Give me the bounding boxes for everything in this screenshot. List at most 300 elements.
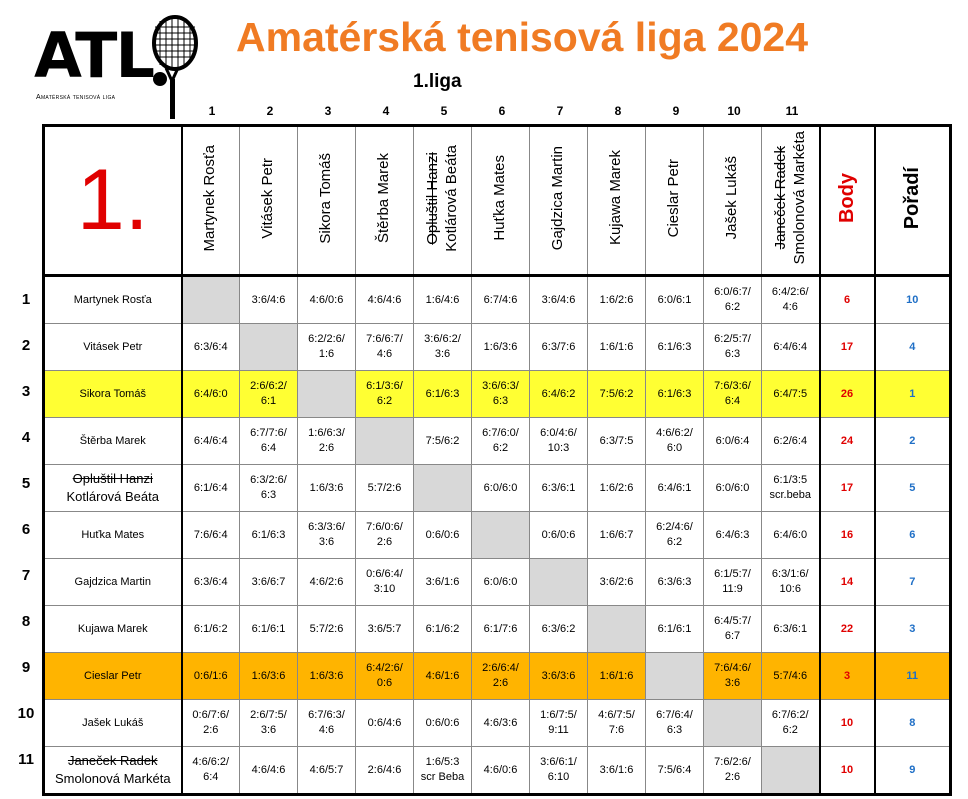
score-line: 6:7/7:6/ bbox=[250, 427, 287, 440]
score-cell bbox=[530, 418, 588, 465]
score-cell bbox=[704, 418, 762, 465]
rank-header bbox=[875, 126, 951, 276]
score-cell bbox=[762, 324, 820, 371]
player-name-cell bbox=[44, 276, 182, 324]
score-cell bbox=[588, 276, 646, 324]
score-line: 6:4/5:7/ bbox=[714, 615, 751, 628]
player-name: Jašek Lukáš bbox=[723, 156, 741, 240]
score-line: 6:1/6:3 bbox=[657, 387, 692, 400]
score-cell bbox=[356, 700, 414, 747]
score-cell bbox=[182, 418, 240, 465]
score-line: 7:6 bbox=[608, 724, 625, 736]
player-name-cell bbox=[44, 465, 182, 512]
score-cell bbox=[298, 465, 356, 512]
score-cell bbox=[356, 371, 414, 418]
score-cell bbox=[762, 700, 820, 747]
score-line: 1:6/1:6 bbox=[599, 340, 634, 353]
score-line: 3:6/1:6 bbox=[425, 575, 460, 588]
score-line: 6:3/6:2 bbox=[541, 622, 576, 635]
score-line: 6:4/2:6/ bbox=[366, 662, 403, 675]
column-header-label bbox=[317, 153, 336, 244]
column-header-label bbox=[375, 153, 394, 243]
score-line: 6:3/7:6 bbox=[541, 340, 576, 353]
player-name: Cieslar Petr bbox=[665, 158, 683, 238]
score-line: 1:6 bbox=[318, 348, 335, 360]
score-line: 6:4/6:4 bbox=[773, 340, 808, 353]
row-number: 2 bbox=[21, 337, 31, 354]
score-cell bbox=[704, 324, 762, 371]
points-cell: 10 bbox=[820, 700, 875, 747]
score-line: 3:6/6:1/ bbox=[540, 756, 577, 769]
body-label: Body bbox=[835, 173, 858, 223]
score-line: 3:6/1:6 bbox=[599, 763, 634, 776]
score-line: 6:3 bbox=[666, 724, 683, 736]
score-cell bbox=[414, 276, 472, 324]
score-cell bbox=[182, 747, 240, 795]
score-cell bbox=[762, 653, 820, 700]
score-line: 6:4/6:0 bbox=[773, 528, 808, 541]
score-line: 6:2/6:4 bbox=[773, 434, 808, 447]
rank-cell: 2 bbox=[875, 418, 951, 465]
score-line: 5:7/2:6 bbox=[309, 622, 344, 635]
score-cell bbox=[588, 653, 646, 700]
column-header bbox=[298, 126, 356, 276]
player-name: Štěrba Marek bbox=[79, 434, 146, 447]
score-cell bbox=[646, 276, 704, 324]
struck-name: Janeček Radek bbox=[771, 146, 789, 250]
score-line: 6:1/6:1 bbox=[657, 622, 692, 635]
struck-name: Opluštil Hanzi bbox=[72, 471, 153, 487]
score-line: 6:3 bbox=[260, 489, 277, 501]
score-line: 6:4/2:6/ bbox=[771, 286, 809, 299]
score-cell bbox=[240, 276, 298, 324]
score-cell bbox=[182, 371, 240, 418]
column-header-label bbox=[723, 156, 742, 239]
score-line: 3:6/6:3/ bbox=[482, 380, 519, 393]
score-line: 6:2 bbox=[724, 301, 741, 313]
score-cell bbox=[356, 559, 414, 606]
score-line: 6:1/7:6 bbox=[483, 622, 518, 635]
table-row bbox=[44, 465, 951, 512]
score-line: 5:7/4:6 bbox=[773, 669, 808, 682]
column-number: 8 bbox=[614, 104, 622, 118]
score-cell bbox=[588, 559, 646, 606]
score-line: 6:3/3:6/ bbox=[308, 521, 345, 534]
player-name: Smolonová Markéta bbox=[54, 771, 171, 786]
score-line: 6:1/6:3 bbox=[425, 387, 460, 400]
score-line: 6:3/7:5 bbox=[599, 434, 634, 447]
score-line: 6:7/6:4/ bbox=[656, 709, 693, 722]
score-cell bbox=[762, 371, 820, 418]
table-row bbox=[44, 653, 951, 700]
score-line: 0:6/4:6 bbox=[367, 716, 402, 729]
table-row bbox=[44, 606, 951, 653]
score-line: 0:6/0:6 bbox=[425, 528, 460, 541]
score-line: 5:7/2:6 bbox=[367, 481, 402, 494]
column-number: 3 bbox=[324, 104, 332, 118]
column-number: 5 bbox=[440, 104, 448, 118]
score-cell bbox=[298, 700, 356, 747]
score-cell bbox=[530, 653, 588, 700]
score-cell bbox=[472, 465, 530, 512]
score-cell bbox=[472, 371, 530, 418]
score-line: 6:4/6:4 bbox=[193, 434, 228, 447]
score-cell bbox=[646, 512, 704, 559]
rank-cell: 8 bbox=[875, 700, 951, 747]
score-line: 6:2/5:7/ bbox=[714, 333, 751, 346]
score-cell bbox=[472, 747, 530, 795]
score-cell bbox=[530, 465, 588, 512]
score-cell bbox=[414, 512, 472, 559]
score-line: scr.beba bbox=[769, 489, 812, 501]
column-header bbox=[182, 126, 240, 276]
score-line: 6:2 bbox=[492, 442, 509, 454]
diagonal-cell bbox=[356, 418, 414, 465]
score-cell bbox=[530, 700, 588, 747]
diagonal-cell bbox=[240, 324, 298, 371]
struck-name: Opluštil Hanzi bbox=[423, 151, 441, 245]
score-line: 4:6/4:6 bbox=[367, 293, 402, 306]
score-line: 1:6/3:6 bbox=[251, 669, 286, 682]
player-name-cell bbox=[44, 606, 182, 653]
score-line: 6:1/6:3 bbox=[657, 340, 692, 353]
row-number: 1 bbox=[21, 291, 31, 308]
score-line: 2:6 bbox=[376, 536, 393, 548]
score-line: 6:1 bbox=[260, 395, 277, 407]
score-line: 1:6/6:3/ bbox=[308, 427, 345, 440]
score-cell bbox=[182, 653, 240, 700]
player-name-cell bbox=[44, 747, 182, 795]
score-line: 10:6 bbox=[779, 583, 801, 595]
score-line: 7:6/6:7/ bbox=[366, 333, 403, 346]
player-name: Jašek Lukáš bbox=[82, 716, 144, 729]
rank-cell: 1 bbox=[875, 371, 951, 418]
score-line: 7:6/0:6/ bbox=[366, 521, 403, 534]
column-header bbox=[704, 126, 762, 276]
score-line: 6:3/1:6/ bbox=[771, 568, 809, 581]
score-line: 6:4/7:5 bbox=[773, 387, 808, 400]
rank-cell: 6 bbox=[875, 512, 951, 559]
column-header-label bbox=[201, 145, 220, 252]
score-cell bbox=[298, 418, 356, 465]
rank-cell: 4 bbox=[875, 324, 951, 371]
score-line: 4:6/5:7 bbox=[309, 763, 344, 776]
score-line: 2:6 bbox=[318, 442, 335, 454]
score-cell bbox=[530, 276, 588, 324]
player-name: Kujawa Marek bbox=[77, 622, 148, 635]
diagonal-cell bbox=[530, 559, 588, 606]
score-cell bbox=[182, 559, 240, 606]
score-line: 2:6 bbox=[203, 724, 219, 736]
score-line: 6:4/6:3 bbox=[715, 528, 750, 541]
score-line: 3:6 bbox=[260, 724, 277, 736]
score-cell bbox=[414, 324, 472, 371]
score-line: 6:2/4:6/ bbox=[656, 521, 693, 534]
score-cell bbox=[704, 559, 762, 606]
score-line: 3:6 bbox=[318, 536, 335, 548]
score-cell bbox=[646, 559, 704, 606]
score-line: 3:10 bbox=[373, 583, 396, 595]
player-name: Huťka Mates bbox=[81, 528, 145, 541]
score-cell bbox=[530, 747, 588, 795]
league-number: 1. bbox=[76, 152, 149, 248]
diagonal-cell bbox=[414, 465, 472, 512]
score-cell bbox=[588, 465, 646, 512]
points-cell: 26 bbox=[820, 371, 875, 418]
points-cell: 17 bbox=[820, 465, 875, 512]
score-line: 0:6/0:6 bbox=[541, 528, 576, 541]
row-number: 8 bbox=[21, 613, 31, 630]
score-cell bbox=[240, 700, 298, 747]
score-cell bbox=[704, 653, 762, 700]
score-line: 1:6/6:7 bbox=[599, 528, 634, 541]
score-line: 6:4/6:0 bbox=[193, 387, 228, 400]
score-cell bbox=[704, 276, 762, 324]
score-line: 7:6/6:4 bbox=[193, 528, 228, 541]
score-line: 4:6 bbox=[318, 724, 335, 736]
page-title: Amatérská tenisová liga 2024 bbox=[236, 14, 809, 60]
row-number: 11 bbox=[18, 751, 34, 768]
score-cell bbox=[356, 606, 414, 653]
score-line: 4:6/7:5/ bbox=[598, 709, 635, 722]
player-name: Gajdzica Martin bbox=[549, 145, 567, 251]
score-cell bbox=[472, 606, 530, 653]
score-line: 6:2 bbox=[666, 536, 683, 548]
table-row bbox=[44, 371, 951, 418]
player-name: Kujawa Marek bbox=[607, 150, 625, 246]
score-cell bbox=[414, 700, 472, 747]
score-line: 6:1/3:5 bbox=[773, 474, 808, 487]
score-line: 11:9 bbox=[722, 583, 743, 595]
score-line: 6:3 bbox=[492, 395, 509, 407]
column-number: 1 bbox=[208, 104, 216, 118]
score-line: 6:2/2:6/ bbox=[308, 333, 345, 346]
score-cell bbox=[240, 512, 298, 559]
player-name: Kotlárová Beáta bbox=[66, 489, 159, 504]
rank-label: Pořadí bbox=[900, 166, 923, 230]
score-line: 7:6/4:6/ bbox=[714, 662, 751, 675]
points-cell: 17 bbox=[820, 324, 875, 371]
score-line: 7:5/6:2 bbox=[599, 387, 634, 400]
score-cell bbox=[240, 747, 298, 795]
score-cell bbox=[472, 653, 530, 700]
score-line: 1:6/3:6 bbox=[483, 340, 518, 353]
score-line: 2:6/6:4/ bbox=[482, 662, 519, 675]
score-cell bbox=[240, 559, 298, 606]
score-line: 3:6/5:7 bbox=[367, 622, 402, 635]
column-header bbox=[530, 126, 588, 276]
score-line: 4:6/6:2/ bbox=[192, 756, 230, 769]
score-cell bbox=[356, 653, 414, 700]
player-name: Gajdzica Martin bbox=[74, 575, 151, 588]
score-line: 0:6/0:6 bbox=[425, 716, 460, 729]
score-line: 0:6/1:6 bbox=[193, 669, 228, 682]
score-cell bbox=[588, 371, 646, 418]
player-name-cell bbox=[44, 653, 182, 700]
score-cell bbox=[646, 371, 704, 418]
score-line: 6:0/4:6/ bbox=[540, 427, 577, 440]
player-name: Cieslar Petr bbox=[84, 669, 142, 682]
column-number: 4 bbox=[382, 104, 390, 118]
column-number: 9 bbox=[672, 104, 680, 118]
score-cell bbox=[298, 276, 356, 324]
score-line: 6:1/6:2 bbox=[425, 622, 460, 635]
points-cell: 22 bbox=[820, 606, 875, 653]
rank-cell: 10 bbox=[875, 276, 951, 324]
score-cell bbox=[298, 559, 356, 606]
score-line: 6:0/6:0 bbox=[483, 575, 518, 588]
table-row bbox=[44, 747, 951, 795]
score-cell bbox=[704, 371, 762, 418]
diagonal-cell bbox=[646, 653, 704, 700]
score-cell bbox=[530, 371, 588, 418]
table-row bbox=[44, 324, 951, 371]
score-line: 10:3 bbox=[547, 442, 570, 454]
score-line: 1:6/5:3 bbox=[425, 756, 460, 769]
score-line: 6:7/6:0/ bbox=[482, 427, 519, 440]
player-name: Sikora Tomáš bbox=[79, 387, 146, 400]
score-line: 6:4 bbox=[203, 771, 219, 783]
column-header-label bbox=[424, 145, 462, 252]
score-cell bbox=[646, 418, 704, 465]
score-line: 3:6 bbox=[434, 348, 451, 360]
score-line: 6:1/6:1 bbox=[251, 622, 286, 635]
score-cell bbox=[414, 418, 472, 465]
player-name-cell bbox=[44, 559, 182, 606]
score-cell bbox=[414, 653, 472, 700]
diagonal-cell bbox=[182, 276, 240, 324]
score-line: 6:1/5:7/ bbox=[714, 568, 751, 581]
score-line: 9:11 bbox=[548, 724, 569, 736]
score-cell bbox=[356, 324, 414, 371]
score-line: 6:2 bbox=[376, 395, 393, 407]
score-line: 2:6/7:5/ bbox=[250, 709, 287, 722]
score-line: 1:6/3:6 bbox=[309, 481, 344, 494]
score-cell bbox=[646, 700, 704, 747]
score-line: 3:6/6:2/ bbox=[424, 333, 461, 346]
score-cell bbox=[588, 700, 646, 747]
score-cell bbox=[646, 747, 704, 795]
score-line: 0:6 bbox=[376, 677, 393, 689]
score-line: 4:6 bbox=[376, 348, 393, 360]
score-cell bbox=[588, 418, 646, 465]
table-corner bbox=[44, 126, 182, 276]
diagonal-cell bbox=[588, 606, 646, 653]
header-row bbox=[44, 126, 951, 276]
points-cell: 16 bbox=[820, 512, 875, 559]
score-cell bbox=[298, 747, 356, 795]
player-name: Sikora Tomáš bbox=[317, 152, 335, 244]
score-line: 6:3 bbox=[724, 348, 741, 360]
column-header bbox=[414, 126, 472, 276]
score-line: 6:0/6:7/ bbox=[714, 286, 751, 299]
row-number: 3 bbox=[21, 383, 31, 400]
column-number: 10 bbox=[727, 104, 741, 118]
score-cell bbox=[182, 324, 240, 371]
score-cell bbox=[588, 747, 646, 795]
score-cell bbox=[762, 559, 820, 606]
row-number: 10 bbox=[17, 705, 35, 722]
column-header bbox=[762, 126, 820, 276]
score-cell bbox=[762, 512, 820, 559]
score-line: 3:6/6:7 bbox=[251, 575, 286, 588]
player-name-cell bbox=[44, 324, 182, 371]
table-row bbox=[44, 512, 951, 559]
score-cell bbox=[298, 653, 356, 700]
player-name: Vitásek Petr bbox=[259, 157, 277, 239]
score-cell bbox=[298, 606, 356, 653]
score-line: 6:3/6:3 bbox=[657, 575, 692, 588]
points-cell: 10 bbox=[820, 747, 875, 795]
score-line: 6:0/6:1 bbox=[657, 293, 692, 306]
score-line: 1:6/2:6 bbox=[599, 481, 634, 494]
rank-cell: 3 bbox=[875, 606, 951, 653]
score-cell bbox=[414, 747, 472, 795]
score-cell bbox=[646, 324, 704, 371]
score-line: 6:7/4:6 bbox=[483, 293, 518, 306]
score-cell bbox=[298, 324, 356, 371]
column-number: 7 bbox=[556, 104, 564, 118]
row-number: 4 bbox=[21, 429, 31, 446]
player-name: Martynek Rosťa bbox=[201, 144, 219, 252]
score-line: 3:6 bbox=[724, 677, 741, 689]
diagonal-cell bbox=[472, 512, 530, 559]
score-cell bbox=[182, 606, 240, 653]
column-header bbox=[240, 126, 298, 276]
column-header-label bbox=[491, 155, 510, 241]
row-number: 7 bbox=[21, 567, 31, 584]
score-cell bbox=[472, 559, 530, 606]
score-cell bbox=[356, 747, 414, 795]
score-cell bbox=[240, 371, 298, 418]
score-cell bbox=[646, 606, 704, 653]
score-cell bbox=[530, 324, 588, 371]
table-row bbox=[44, 276, 951, 324]
player-name: Martynek Rosťa bbox=[73, 293, 152, 306]
player-name: Kotlárová Beáta bbox=[442, 144, 460, 252]
logo-subtitle: Amatérská tenisová liga bbox=[36, 94, 116, 101]
score-cell bbox=[762, 276, 820, 324]
score-cell bbox=[298, 512, 356, 559]
column-header bbox=[646, 126, 704, 276]
score-cell bbox=[588, 324, 646, 371]
league-subtitle: 1.liga bbox=[413, 71, 462, 92]
score-line: 1:6/3:6 bbox=[309, 669, 344, 682]
score-line: 4:6/1:6 bbox=[425, 669, 460, 682]
score-line: 6:10 bbox=[547, 771, 570, 783]
score-cell bbox=[530, 512, 588, 559]
row-number: 6 bbox=[21, 521, 31, 538]
score-cell bbox=[356, 512, 414, 559]
score-cell bbox=[704, 747, 762, 795]
score-cell bbox=[240, 606, 298, 653]
rank-cell: 9 bbox=[875, 747, 951, 795]
score-cell bbox=[762, 606, 820, 653]
score-line: 0:6/6:4/ bbox=[366, 568, 403, 581]
table-row bbox=[44, 700, 951, 747]
column-header-label bbox=[665, 159, 684, 237]
row-number: 5 bbox=[21, 475, 31, 492]
score-line: 6:1/6:3 bbox=[251, 528, 286, 541]
score-line: 0:6/7:6/ bbox=[192, 709, 230, 722]
points-cell: 24 bbox=[820, 418, 875, 465]
score-cell bbox=[762, 465, 820, 512]
score-line: 6:2 bbox=[782, 724, 798, 736]
column-header bbox=[472, 126, 530, 276]
score-line: 6:3/6:4 bbox=[193, 340, 228, 353]
score-cell bbox=[414, 371, 472, 418]
score-cell bbox=[240, 465, 298, 512]
